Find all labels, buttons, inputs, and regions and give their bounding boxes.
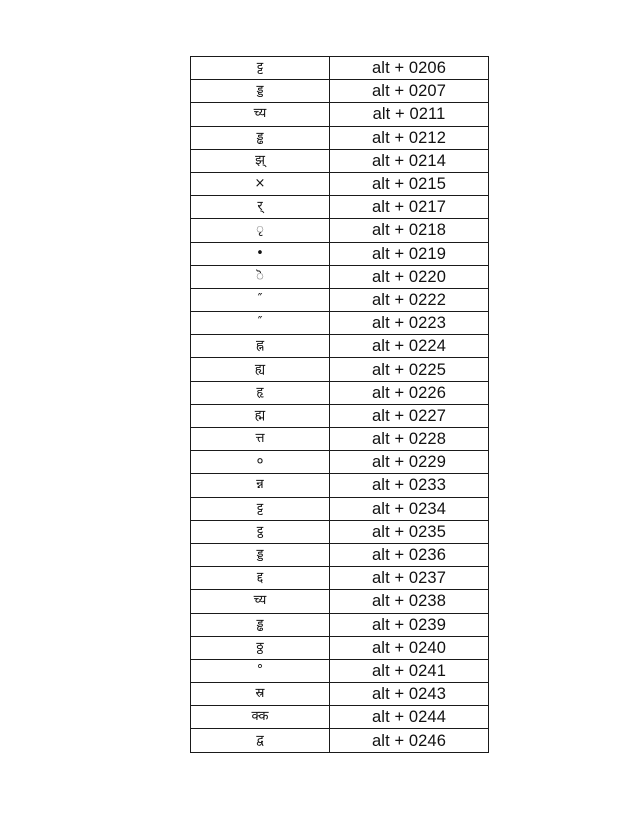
- alt-code-cell: alt + 0236: [330, 543, 489, 566]
- glyph-cell: ह्य: [191, 358, 330, 381]
- table-row: [191, 312, 489, 335]
- glyph-cell: °: [191, 659, 330, 682]
- table-row: [191, 451, 489, 474]
- table-row: [191, 242, 489, 265]
- table-row: [191, 149, 489, 172]
- table-row: [191, 659, 489, 682]
- table-row: [191, 288, 489, 311]
- alt-code-cell: alt + 0206: [330, 57, 489, 80]
- table-row: [191, 567, 489, 590]
- table-row: [191, 428, 489, 451]
- alt-code-cell: alt + 0219: [330, 242, 489, 265]
- table-body: [191, 57, 489, 753]
- alt-code-cell: alt + 0235: [330, 520, 489, 543]
- glyph-cell: स्र: [191, 683, 330, 706]
- alt-code-cell: alt + 0207: [330, 80, 489, 103]
- glyph-cell: ट्ठ: [191, 520, 330, 543]
- glyph-cell: न्न: [191, 474, 330, 497]
- glyph-cell: ट्ट: [191, 497, 330, 520]
- alt-code-cell: alt + 0211: [330, 103, 489, 126]
- glyph-cell: ड्ड: [191, 80, 330, 103]
- table-row: [191, 103, 489, 126]
- glyph-cell: र्: [191, 196, 330, 219]
- glyph-cell: ०: [191, 451, 330, 474]
- table-row: [191, 683, 489, 706]
- glyph-cell: ट्ट: [191, 57, 330, 80]
- table-row: [191, 358, 489, 381]
- alt-code-cell: alt + 0218: [330, 219, 489, 242]
- table-row: [191, 636, 489, 659]
- table-row: [191, 57, 489, 80]
- alt-code-cell: alt + 0238: [330, 590, 489, 613]
- alt-code-cell: alt + 0220: [330, 265, 489, 288]
- table-row: [191, 497, 489, 520]
- table-row: [191, 335, 489, 358]
- glyph-cell: त्त: [191, 428, 330, 451]
- glyph-cell: •: [191, 242, 330, 265]
- alt-code-cell: alt + 0212: [330, 126, 489, 149]
- alt-code-cell: alt + 0241: [330, 659, 489, 682]
- alt-code-cell: alt + 0233: [330, 474, 489, 497]
- glyph-cell: ″: [191, 312, 330, 335]
- glyph-cell: क्क: [191, 706, 330, 729]
- glyph-cell: झ्: [191, 149, 330, 172]
- table-row: [191, 265, 489, 288]
- alt-code-cell: alt + 0223: [330, 312, 489, 335]
- table-row: [191, 520, 489, 543]
- table-row: [191, 404, 489, 427]
- alt-code-cell: alt + 0234: [330, 497, 489, 520]
- table-row: [191, 80, 489, 103]
- table-row: [191, 381, 489, 404]
- alt-code-cell: alt + 0229: [330, 451, 489, 474]
- alt-code-cell: alt + 0239: [330, 613, 489, 636]
- table-row: [191, 729, 489, 752]
- alt-code-cell: alt + 0227: [330, 404, 489, 427]
- table-row: [191, 706, 489, 729]
- glyph-cell: च्य: [191, 590, 330, 613]
- glyph-cell: द्व: [191, 729, 330, 752]
- alt-code-cell: alt + 0240: [330, 636, 489, 659]
- table-row: [191, 474, 489, 497]
- table-row: [191, 613, 489, 636]
- glyph-cell: द्द: [191, 567, 330, 590]
- table-row: [191, 172, 489, 195]
- glyph-cell: ठ्ठ: [191, 636, 330, 659]
- alt-code-cell: alt + 0228: [330, 428, 489, 451]
- glyph-cell: ड्ड: [191, 543, 330, 566]
- glyph-cell: ह्न: [191, 335, 330, 358]
- glyph-cell: ॆ: [191, 265, 330, 288]
- glyph-cell: ×: [191, 172, 330, 195]
- glyph-cell: ृ: [191, 219, 330, 242]
- alt-code-cell: alt + 0222: [330, 288, 489, 311]
- alt-code-cell: alt + 0224: [330, 335, 489, 358]
- alt-code-cell: alt + 0217: [330, 196, 489, 219]
- glyph-cell: ″: [191, 288, 330, 311]
- table-row: [191, 196, 489, 219]
- alt-code-cell: alt + 0226: [330, 381, 489, 404]
- glyph-cell: ड्ढ: [191, 126, 330, 149]
- table-row: [191, 219, 489, 242]
- glyph-cell: ह्म: [191, 404, 330, 427]
- alt-code-cell: alt + 0225: [330, 358, 489, 381]
- character-code-table: [190, 56, 489, 753]
- glyph-cell: च्य: [191, 103, 330, 126]
- alt-code-cell: alt + 0244: [330, 706, 489, 729]
- table-row: [191, 543, 489, 566]
- table-row: [191, 126, 489, 149]
- glyph-cell: ड्ढ: [191, 613, 330, 636]
- alt-code-cell: alt + 0215: [330, 172, 489, 195]
- alt-code-cell: alt + 0243: [330, 683, 489, 706]
- alt-code-cell: alt + 0237: [330, 567, 489, 590]
- character-code-table-container: [190, 56, 488, 753]
- table-row: [191, 590, 489, 613]
- alt-code-cell: alt + 0214: [330, 149, 489, 172]
- alt-code-cell: alt + 0246: [330, 729, 489, 752]
- glyph-cell: हृ: [191, 381, 330, 404]
